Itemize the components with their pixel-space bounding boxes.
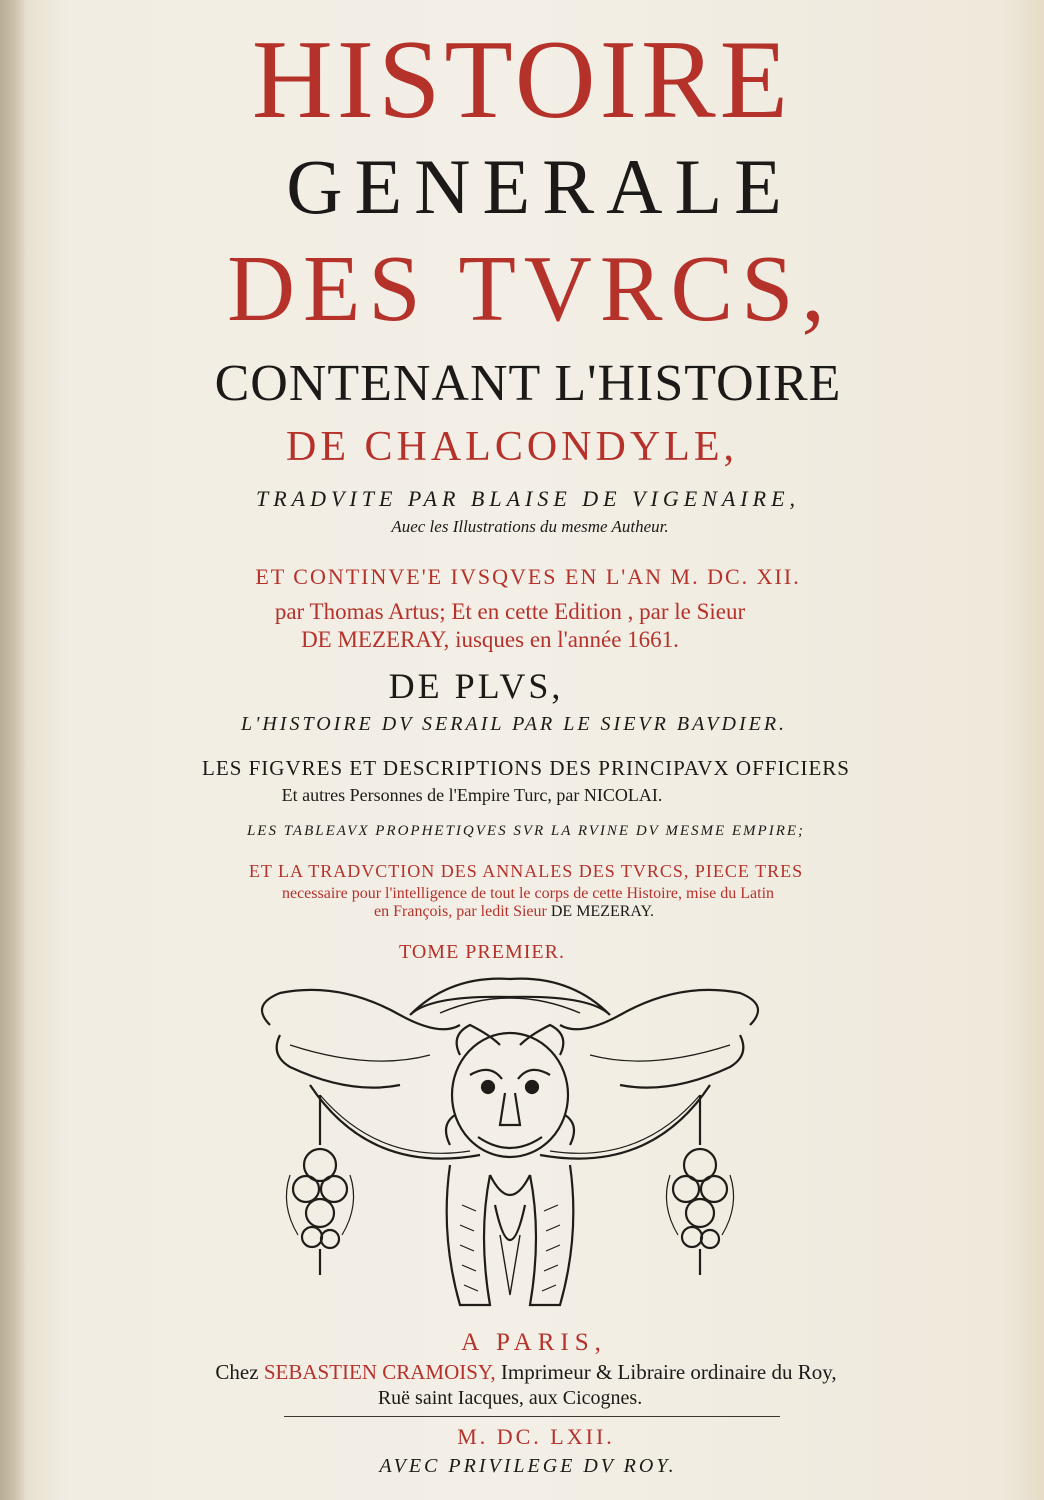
serail-line: L'HISTOIRE DV SERAIL PAR LE SIEVR BAVDIER. [240, 713, 788, 735]
imprint-address: Ruë saint Iacques, aux Cicognes. [377, 1387, 643, 1409]
necessaire-line: necessaire pour l'intelligence de tout le corps de cette Histoire, mise du Latin [281, 885, 775, 902]
traduction-line: ET LA TRADVCTION DES ANNALES DES TVRCS, PIECE TRES [248, 861, 804, 881]
imprint-printer [4, 1362, 1044, 1383]
tome-premier: TOME PREMIER. [399, 941, 565, 963]
imprint-year: M. DC. LXII. [457, 1424, 615, 1449]
francois-line [0, 904, 1036, 920]
translator-line: TRADVITE PAR BLAISE DE VIGENAIRE, [255, 486, 801, 511]
illustrations-line: Auec les Illustrations du mesme Autheur. [391, 517, 669, 536]
title-line-histoire: HISTOIRE [251, 18, 793, 142]
grotesque-mask-icon [250, 975, 770, 1315]
mezeray-date: iusques en l'année 1661. [449, 627, 679, 652]
figures-line: LES FIGVRES ET DESCRIPTIONS DES PRINCIPAVX OFFICIERS [202, 756, 850, 780]
subtitle-chalcondyle: DE CHALCONDYLE, [286, 424, 738, 470]
francois-text: en François, par ledit Sieur [374, 903, 551, 920]
continuation-line: ET CONTINVE'E IVSQVES EN L'AN M. DC. XII. [255, 564, 801, 589]
mezeray-line [0, 628, 1012, 651]
imprint-privilege: AVEC PRIVILEGE DV ROY. [379, 1455, 677, 1477]
printer-prefix: Chez [215, 1360, 264, 1384]
nicolai-name: NICOLAI. [583, 785, 663, 805]
tableaux-line: LES TABLEAVX PROPHETIQVES SVR LA RVINE DV MESME EMPIRE; [246, 823, 806, 839]
mezeray-name: DE MEZERAY, [301, 627, 450, 652]
title-line-generale: GENERALE [286, 143, 794, 230]
subtitle-contenant: CONTENANT L'HISTOIRE [214, 355, 842, 412]
mezeray-name-2: DE MEZERAY. [550, 903, 654, 920]
de-plus-heading: DE PLVS, [388, 666, 564, 706]
printer-suffix: Imprimeur & Libraire ordinaire du Roy, [495, 1360, 837, 1384]
printer-name: SEBASTIEN CRAMOISY, [263, 1360, 496, 1384]
artus-line: par Thomas Artus; Et en cette Edition , par le Sieur [274, 599, 746, 624]
personnes-text: Et autres Personnes de l'Empire Turc, par [281, 785, 584, 805]
imprint-city: A PARIS, [461, 1329, 607, 1356]
imprint-divider [284, 1416, 780, 1417]
title-line-des-turcs: DES TVRCS, [227, 237, 833, 341]
personnes-line [0, 786, 994, 804]
